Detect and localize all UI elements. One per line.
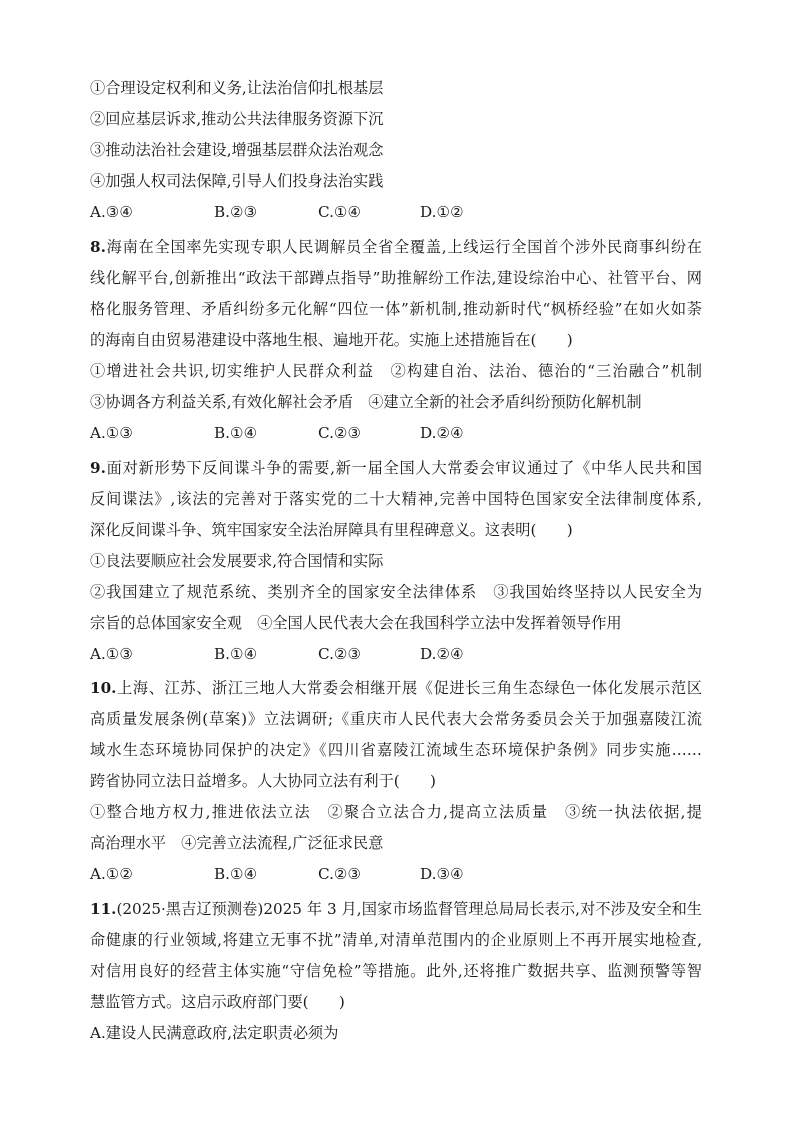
q7-statement-4: ④加强人权司法保障,引导人们投身法治实践 [90, 172, 384, 190]
q10-option-a: A.①② [90, 865, 134, 883]
q7-option-d: D.①② [420, 203, 464, 221]
q10-option-b: B.①④ [214, 865, 258, 883]
q10-stem-line-1: 10.上海、江苏、浙江三地人大常委会相继开展《促进长三角生态绿色一体化发展示范区 [90, 679, 702, 697]
q9-number: 9. [90, 459, 106, 477]
q10-stem-line-3: 域水生态环境协同保护的决定》《四川省嘉陵江流域生态环境保护条例》同步实施…… [90, 741, 702, 759]
q8-statements-line-1: ①增进社会共识,切实维护人民群众利益 ②构建自治、法治、德治的“三治融合”机制 [90, 362, 702, 380]
q9-stem-line-3: 深化反间谍斗争、筑牢国家安全法治屏障具有里程碑意义。这表明( ) [90, 521, 573, 539]
q11-stem-line-4: 慧监管方式。这启示政府部门要( ) [90, 993, 345, 1011]
q10-statements-line-2: 高治理水平 ④完善立法流程,广泛征求民意 [90, 834, 384, 852]
q8-stem-line-2: 线化解平台,创新推出“政法干部蹲点指导”助推解纷工作法,建设综治中心、社管平台、网 [90, 269, 702, 287]
q7-statement-3: ③推动法治社会建设,增强基层群众法治观念 [90, 141, 384, 159]
q11-stem-line-1: 11.(2025·黑吉辽预测卷)2025 年 3 月,国家市场监督管理总局局长表示,对不涉及安全和生 [90, 900, 702, 918]
q11-stem-line-3: 对信用良好的经营主体实施“守信免检”等措施。此外,还将推广数据共享、监测预警等智 [90, 962, 702, 980]
q9-statements-line-3: 宗旨的总体国家安全观 ④全国人民代表大会在我国科学立法中发挥着领导作用 [90, 614, 622, 632]
q9-option-c: C.②③ [318, 645, 362, 663]
q8-options [90, 423, 702, 443]
q9-statements-line-2: ②我国建立了规范系统、类别齐全的国家安全法律体系 ③我国始终坚持以人民安全为 [90, 583, 702, 601]
q9-option-d: D.②④ [420, 645, 464, 663]
q10-option-d: D.③④ [420, 865, 464, 883]
q7-statement-1: ①合理设定权利和义务,让法治信仰扎根基层 [90, 79, 384, 97]
q8-option-b: B.①④ [214, 424, 258, 442]
q7-options [90, 202, 702, 222]
q8-statements-line-2: ③协调各方利益关系,有效化解社会矛盾 ④建立全新的社会矛盾纠纷预防化解机制 [90, 393, 642, 411]
q9-stem-line-1: 9.面对新形势下反间谍斗争的需要,新一届全国人大常委会审议通过了《中华人民共和国 [90, 459, 702, 477]
q8-stem-line-4: 的海南自由贸易港建设中落地生根、遍地开花。实施上述措施旨在( ) [90, 331, 573, 349]
q9-statements-line-1: ①良法要顺应社会发展要求,符合国情和实际 [90, 552, 384, 570]
q9-stem-line-2: 反间谍法》,该法的完善对于落实党的二十大精神,完善中国特色国家安全法律制度体系, [90, 490, 702, 508]
q8-number: 8. [90, 238, 106, 256]
q7-option-c: C.①④ [318, 203, 362, 221]
q10-statements-line-1: ①整合地方权力,推进依法立法 ②聚合立法合力,提高立法质量 ③统一执法依据,提 [90, 803, 702, 821]
q8-stem-line-3: 格化服务管理、矛盾纠纷多元化解“四位一体”新机制,推动新时代“枫桥经验”在如火如荼 [90, 300, 702, 318]
q10-options [90, 864, 702, 884]
q7-statement-2: ②回应基层诉求,推动公共法律服务资源下沉 [90, 110, 384, 128]
q10-number: 10. [90, 679, 117, 697]
q7-option-a: A.③④ [90, 203, 134, 221]
q7-option-b: B.②③ [214, 203, 258, 221]
q9-option-a: A.①③ [90, 645, 134, 663]
q11-number: 11. [90, 900, 117, 918]
q9-options [90, 644, 702, 664]
q11-stem-line-2: 命健康的行业领域,将建立无事不扰”清单,对清单范围内的企业原则上不再开展实地检查, [90, 931, 702, 949]
q10-option-c: C.②③ [318, 865, 362, 883]
q10-stem-line-2: 高质量发展条例(草案)》立法调研;《重庆市人民代表大会常务委员会关于加强嘉陵江流 [90, 710, 702, 728]
q10-stem-line-4: 跨省协同立法日益增多。人大协同立法有利于( ) [90, 772, 436, 790]
q8-option-d: D.②④ [420, 424, 464, 442]
q8-option-c: C.②③ [318, 424, 362, 442]
q8-stem-line-1: 8.海南在全国率先实现专职人民调解员全省全覆盖,上线运行全国首个涉外民商事纠纷在 [90, 238, 702, 256]
q9-option-b: B.①④ [214, 645, 258, 663]
q11-option-a: A.建设人民满意政府,法定职责必须为 [90, 1024, 339, 1042]
q8-option-a: A.①③ [90, 424, 134, 442]
